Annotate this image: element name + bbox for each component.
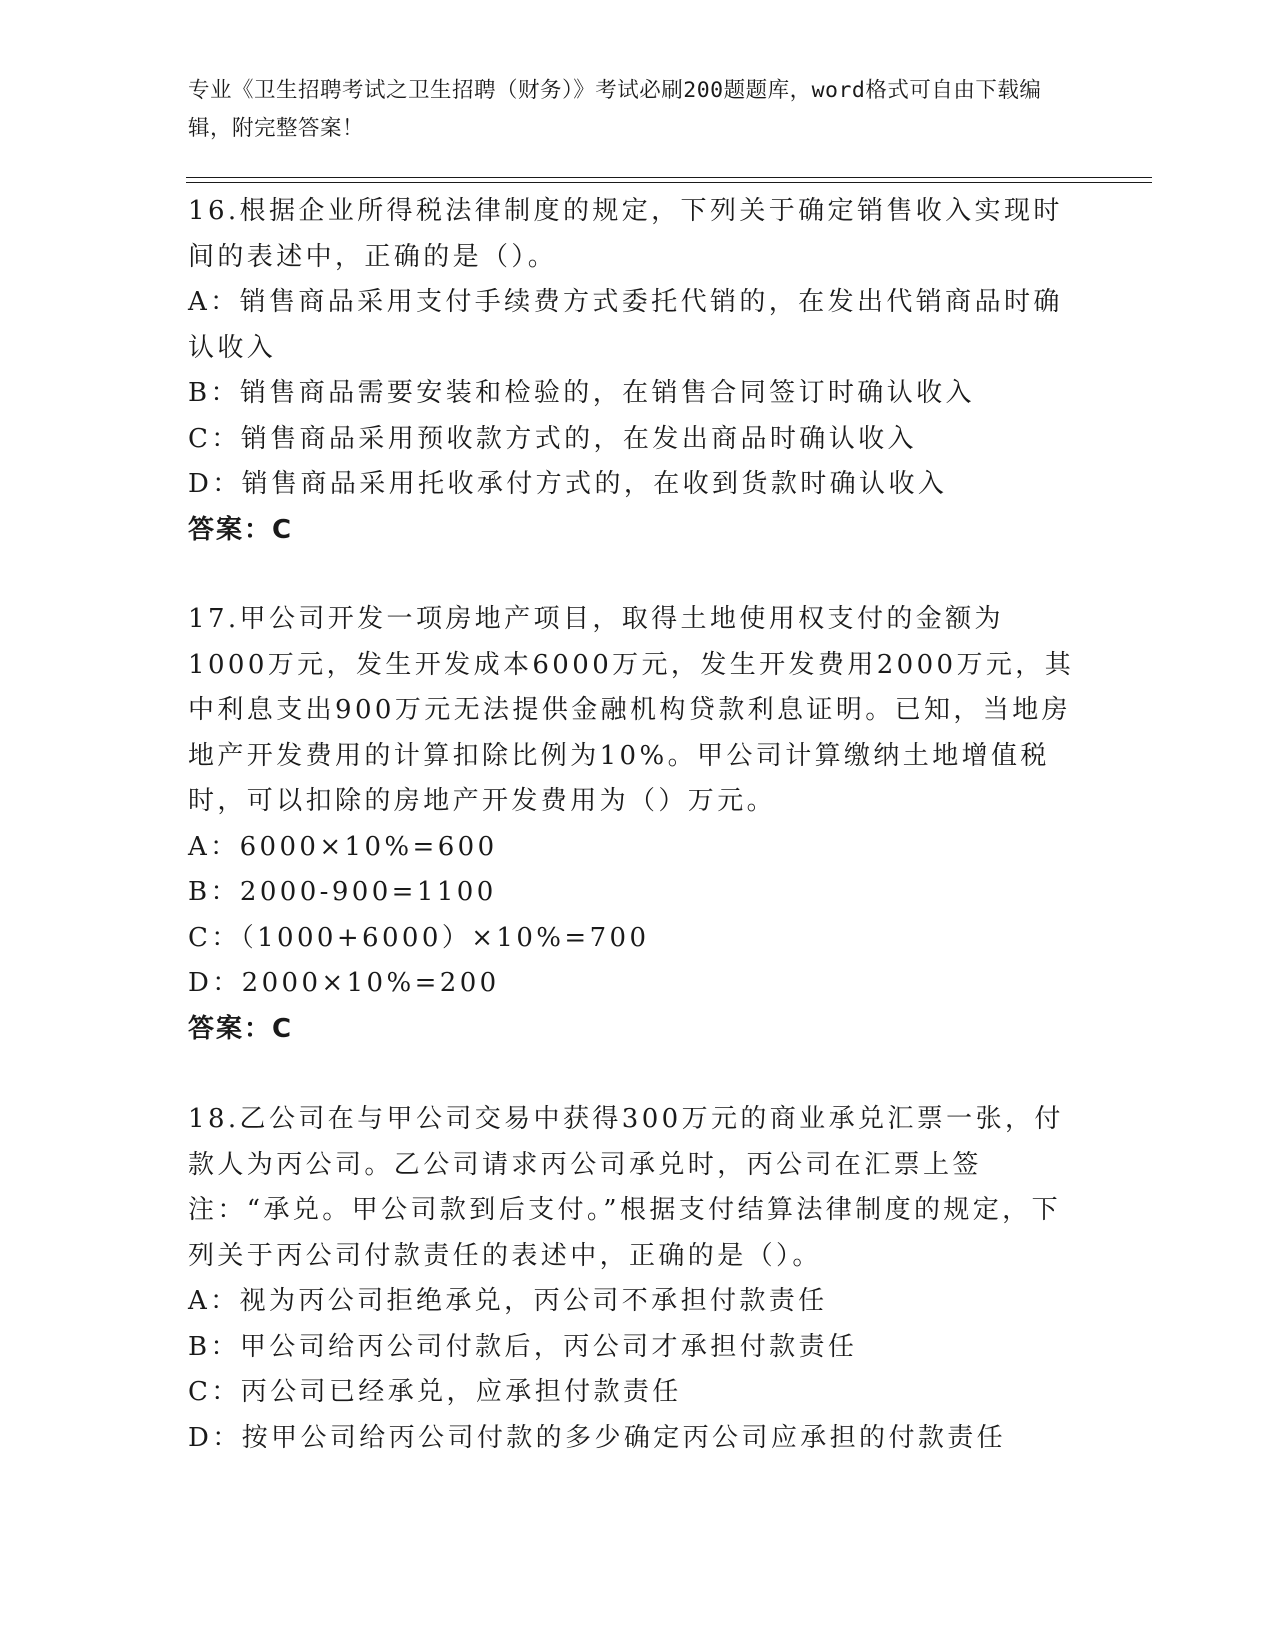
header-divider-bottom xyxy=(186,182,1152,183)
option-a: A：视为丙公司拒绝承兑，丙公司不承担付款责任 xyxy=(188,1286,828,1316)
option-b: B：甲公司给丙公司付款后，丙公司才承担付款责任 xyxy=(188,1331,858,1362)
option-b: B：2000-900=1100 xyxy=(188,877,497,907)
document-header: 专业《卫生招聘考试之卫生招聘（财务）》考试必刷200题题库，word格式可自由下载编辑，附完整答案！ xyxy=(188,78,1042,141)
answer: 答案：C xyxy=(188,1013,294,1044)
answer: 答案：C xyxy=(188,514,294,545)
question-18 xyxy=(188,1097,1078,1461)
option-c: C：销售商品采用预收款方式的，在发出商品时确认收入 xyxy=(188,423,917,454)
header-divider-top xyxy=(186,177,1152,178)
question-16 xyxy=(188,189,1078,553)
option-c: C：丙公司已经承兑，应承担付款责任 xyxy=(188,1377,682,1407)
option-a: A：销售商品采用支付手续费方式委托代销的，在发出代销商品时确认收入 xyxy=(188,287,1063,363)
option-d: D：2000×10%=200 xyxy=(188,968,500,998)
question-stem: 17.甲公司开发一项房地产项目，取得土地使用权支付的金额为1000万元，发生开发成本6000万元，发生开发费用2000万元，其中利息支出900万元无法提供金融机构贷款利息证明。已知，当地房地产开发费用的计算扣除比例为10%。甲公司计算缴纳土地增值税时，可以扣除的房地产开发费用为（）万元。 xyxy=(188,604,1075,816)
option-d: D：按甲公司给丙公司付款的多少确定丙公司应承担的付款责任 xyxy=(188,1422,1007,1453)
question-17 xyxy=(188,597,1078,1052)
question-stem: 16.根据企业所得税法律制度的规定，下列关于确定销售收入实现时间的表述中，正确的是（）。 xyxy=(188,196,1063,272)
option-a: A：6000×10%=600 xyxy=(188,831,498,862)
question-stem: 18.乙公司在与甲公司交易中获得300万元的商业承兑汇票一张，付款人为丙公司。乙公司请求丙公司承兑时，丙公司在汇票上签注：“承兑。甲公司款到后支付。”根据支付结算法律制度的规定，下列关于丙公司付款责任的表述中，正确的是（）。 xyxy=(188,1104,1064,1271)
option-b: B：销售商品需要安装和检验的，在销售合同签订时确认收入 xyxy=(188,378,975,408)
option-c: C：（1000+6000）×10%=700 xyxy=(188,922,650,953)
option-d: D：销售商品采用托收承付方式的，在收到货款时确认收入 xyxy=(188,469,948,499)
